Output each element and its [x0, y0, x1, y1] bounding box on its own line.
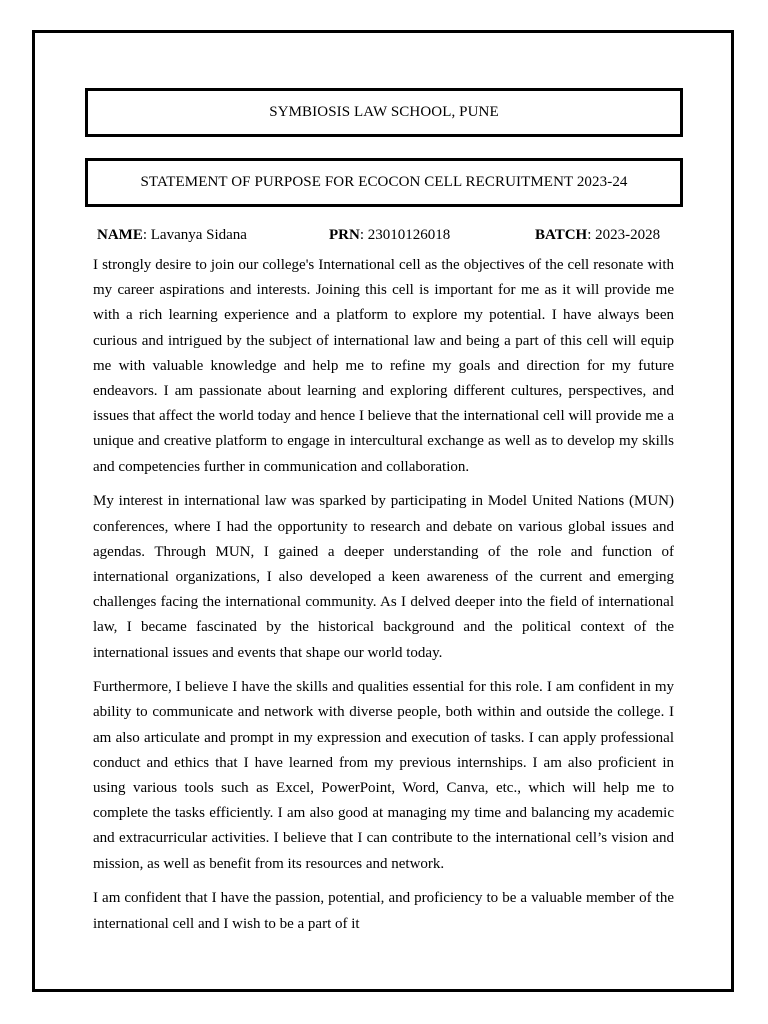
- statement-title: STATEMENT OF PURPOSE FOR ECOCON CELL RECRUITMENT 2023-24: [140, 174, 628, 190]
- student-name: [97, 227, 247, 244]
- name-label: NAME: [97, 227, 143, 243]
- statement-body: [93, 253, 674, 946]
- name-value: : Lavanya Sidana: [142, 227, 247, 243]
- school-title-box: [85, 88, 683, 137]
- paragraph: My interest in international law was sparked by participating in Model United Nations (MUN) conferences, where I had the opportunity to research and debate on various global issues and agendas. Through MUN, I gained a deeper understanding of the role and function of international organizations, I also developed a keen awareness of the current and emerging challenges facing the international community. As I delved deeper into the field of international law, I became fascinated by the historical background and the political context of the international issues and events that shape our world today.: [93, 493, 674, 661]
- school-title: SYMBIOSIS LAW SCHOOL, PUNE: [269, 104, 499, 120]
- paragraph: I am confident that I have the passion, potential, and proficiency to be a valuable member of the international cell and I wish to be a part of it: [93, 890, 674, 932]
- paragraph: Furthermore, I believe I have the skills and qualities essential for this role. I am confident in my ability to communicate and network with diverse people, both within and outside the college. I am also articulate and prompt in my expression and execution of tasks. I can apply professional conduct and ethics that I have learned from my previous internships. I am also proficient in using various tools such as Excel, PowerPoint, Word, Canva, etc., which will help me to complete the tasks efficiently. I am also good at managing my time and balancing my academic and extracurricular activities. I believe that I can contribute to the international cell’s vision and mission, as well as benefit from its resources and network.: [93, 679, 674, 872]
- student-batch: [535, 227, 660, 244]
- student-prn: [329, 227, 450, 244]
- student-info-row: [97, 227, 677, 247]
- paragraph: I strongly desire to join our college's International cell as the objectives of the cell resonate with my career aspirations and interests. Joining this cell is important for me as it will provide me with a rich learning experience and a platform to explore my potential. I have always been curious and intrigued by the subject of international law and being a part of this cell will equip me with valuable knowledge and help me to refine my goals and direction for my future endeavors. I am passionate about learning and exploring different cultures, perspectives, and issues that affect the world today and hence I believe that the international cell will provide me a unique and creative platform to engage in intercultural exchange as well as to develop my skills and competencies further in communication and collaboration.: [93, 257, 674, 475]
- batch-label: BATCH: [535, 227, 588, 243]
- batch-value: : 2023-2028: [587, 227, 661, 243]
- prn-value: : 23010126018: [359, 227, 451, 243]
- statement-title-box: [85, 158, 683, 207]
- prn-label: PRN: [329, 227, 360, 243]
